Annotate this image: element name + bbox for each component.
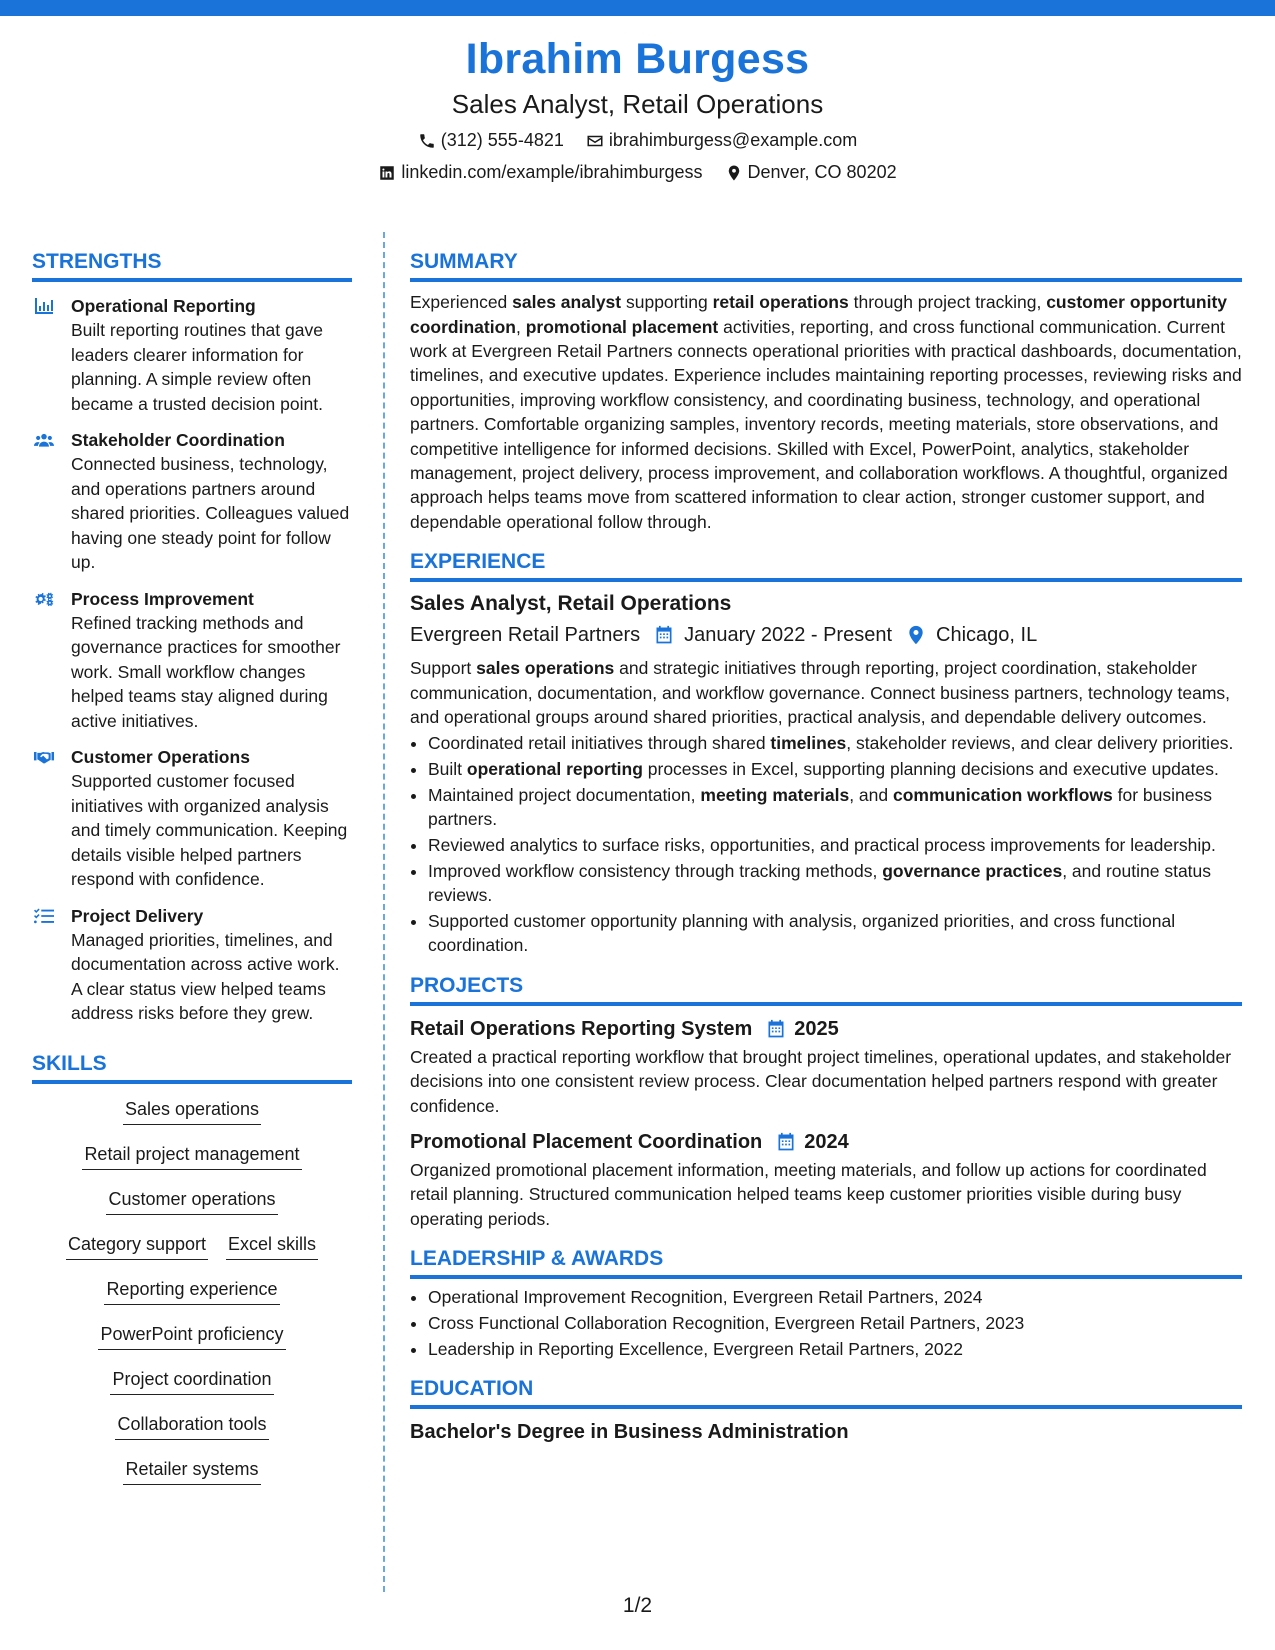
left-column xyxy=(32,250,352,1503)
job-bullets xyxy=(410,731,1242,957)
skill-tag: Collaboration tools xyxy=(115,1413,268,1440)
map-pin-icon xyxy=(906,625,926,645)
skill-row xyxy=(32,1233,352,1278)
contact-row-1 xyxy=(0,131,1275,151)
users-icon xyxy=(34,431,54,449)
strength-desc: Connected business, technology, and operations partners around shared priorities. Colleagues valued having one steady point for follow up. xyxy=(71,454,350,573)
project-year: 2024 xyxy=(804,1130,849,1153)
contact-email[interactable] xyxy=(586,131,857,151)
phone-icon xyxy=(418,132,436,150)
project-title: Retail Operations Reporting System xyxy=(410,1017,753,1040)
project-title: Promotional Placement Coordination xyxy=(410,1130,763,1153)
leadership-item: • Operational Improvement Recognition, Evergreen Retail Partners, 2024 xyxy=(428,1285,1242,1309)
leadership-list xyxy=(410,1285,1242,1361)
job-meta xyxy=(410,622,1242,648)
summary-text: Experienced sales analyst supporting retail operations through project tracking, customer opportunity coordination, promotional placement activities, reporting, and cross functional communication. Current work at Evergreen Retail Partners connects operational priorities with practical dashboards, documentation, timelines, and executive updates. Experience includes maintaining reporting processes, reviewing risks and opportunities, improving workflow consistency, and coordinating business, technology, and operational partners. Comfortable organizing samples, inventory records, meeting materials, store observations, and competitive intelligence for informed decisions. Skilled with Excel, PowerPoint, analytics, stakeholder management, project delivery, process improvement, and collaboration workflows. A thoughtful, organized approach helps teams move from scattered information to clear action, stronger customer support, and dependable operational follow through. xyxy=(410,292,1242,532)
skill-tag: Reporting experience xyxy=(104,1278,279,1305)
strength-desc: Managed priorities, timelines, and documentation across active work. A clear status view helped teams address risks before they grew. xyxy=(71,929,340,1024)
job-bullet: • Supported customer opportunity planning with analysis, organized priorities, and cross functional coordination. xyxy=(428,909,1242,958)
job-bullet: • Maintained project documentation, meeting materials, and communication workflows for business partners. xyxy=(428,783,1242,832)
leadership-item: • Cross Functional Collaboration Recognition, Evergreen Retail Partners, 2023 xyxy=(428,1311,1242,1335)
strength-item xyxy=(32,428,352,575)
skill-row xyxy=(32,1458,352,1503)
skill-row xyxy=(32,1323,352,1368)
page-number: 1/2 xyxy=(622,1594,653,1617)
strength-item xyxy=(32,587,352,734)
contact-phone[interactable] xyxy=(418,131,564,151)
skill-tag: Retailer systems xyxy=(123,1458,260,1485)
strength-title: Project Delivery xyxy=(71,905,204,926)
education-heading: EDUCATION xyxy=(410,1377,1242,1409)
job-role: Sales Analyst, Retail Operations xyxy=(410,592,732,616)
location-text: Denver, CO 80202 xyxy=(747,161,897,182)
contact-linkedin[interactable] xyxy=(378,163,702,183)
job-dates: January 2022 - Present xyxy=(684,624,893,647)
calendar-icon xyxy=(654,625,674,645)
job-bullet: • Reviewed analytics to surface risks, opportunities, and practical process improvements for leadership. xyxy=(428,833,1242,857)
strength-item xyxy=(32,745,352,892)
project-year: 2025 xyxy=(794,1017,839,1040)
resume-header xyxy=(0,35,1275,183)
strength-title: Operational Reporting xyxy=(71,296,256,317)
linkedin-text: linkedin.com/example/ibrahimburgess xyxy=(401,161,703,182)
leadership-heading: LEADERSHIP & AWARDS xyxy=(410,1247,1242,1279)
strength-desc: Supported customer focused initiatives with organized analysis and timely communication. Keeping details visible helped partners respond with confidence. xyxy=(71,771,348,890)
calendar-icon xyxy=(766,1019,786,1039)
linkedin-icon xyxy=(378,164,396,182)
summary-section xyxy=(410,250,1242,534)
envelope-icon xyxy=(586,132,604,150)
candidate-title: Sales Analyst, Retail Operations xyxy=(451,89,824,119)
leadership-section xyxy=(410,1247,1242,1361)
skills-list xyxy=(32,1098,352,1503)
skill-tag: Project coordination xyxy=(110,1368,273,1395)
skills-section xyxy=(32,1052,352,1503)
strength-item xyxy=(32,904,352,1026)
email-text: ibrahimburgess@example.com xyxy=(608,130,858,150)
skill-row xyxy=(32,1098,352,1143)
contact-row-2 xyxy=(0,163,1275,183)
skills-heading: SKILLS xyxy=(32,1052,352,1084)
bar-chart-icon xyxy=(34,297,54,315)
project-desc: Created a practical reporting workflow that brought project timelines, operational updates, and stakeholder decisions into one consistent review process. Clear documentation helped partners respond with greater confidence. xyxy=(410,1046,1232,1116)
leadership-item: • Leadership in Reporting Excellence, Evergreen Retail Partners, 2022 xyxy=(428,1337,1242,1361)
strength-title: Stakeholder Coordination xyxy=(71,430,285,451)
calendar-icon xyxy=(776,1132,796,1152)
job-bullet: • Coordinated retail initiatives through shared timelines, stakeholder reviews, and clear delivery priorities. xyxy=(428,731,1242,755)
strength-desc: Refined tracking methods and governance practices for smoother work. Small workflow changes helped teams stay aligned during active initiatives. xyxy=(71,612,341,731)
job-bullet: • Built operational reporting processes in Excel, supporting planning decisions and executive updates. xyxy=(428,757,1242,781)
strength-desc: Built reporting routines that gave leaders clearer information for planning. A simple review often became a trusted decision point. xyxy=(71,320,323,414)
skill-row xyxy=(32,1368,352,1413)
experience-heading: EXPERIENCE xyxy=(410,550,1242,582)
education-degree: Bachelor's Degree in Business Administration xyxy=(410,1421,849,1444)
gears-icon xyxy=(34,590,54,608)
experience-section xyxy=(410,550,1242,957)
summary-heading: SUMMARY xyxy=(410,250,1242,282)
strength-title: Customer Operations xyxy=(71,747,250,768)
job-bullet: • Improved workflow consistency through tracking methods, governance practices, and routine status reviews. xyxy=(428,859,1242,908)
skill-row xyxy=(32,1413,352,1458)
list-check-icon xyxy=(34,907,54,925)
candidate-name: Ibrahim Burgess xyxy=(465,35,810,83)
skill-row xyxy=(32,1143,352,1188)
job-location: Chicago, IL xyxy=(936,624,1038,647)
skill-row xyxy=(32,1188,352,1233)
right-column xyxy=(410,250,1242,1446)
projects-heading: PROJECTS xyxy=(410,974,1242,1006)
top-accent-bar xyxy=(0,0,1275,16)
skill-tag: PowerPoint proficiency xyxy=(98,1323,285,1350)
strength-item xyxy=(32,294,352,416)
column-divider xyxy=(383,232,385,1592)
map-pin-icon xyxy=(725,164,743,182)
project-item xyxy=(410,1128,1242,1231)
education-section xyxy=(410,1377,1242,1446)
skill-tag: Sales operations xyxy=(123,1098,261,1125)
handshake-icon xyxy=(34,748,54,766)
skill-row xyxy=(32,1278,352,1323)
project-item xyxy=(410,1015,1242,1118)
job-description: Support sales operations and strategic initiatives through reporting, project coordination, stakeholder communication, documentation, and workflow governance. Connect business partners, technology teams, and operational groups around shared priorities, practical analysis, and dependable delivery outcomes. xyxy=(410,658,1231,728)
strength-title: Process Improvement xyxy=(71,588,254,609)
skill-tag: Customer operations xyxy=(106,1188,277,1215)
projects-section xyxy=(410,974,1242,1232)
contact-location xyxy=(725,163,897,183)
phone-text: (312) 555-4821 xyxy=(440,130,564,150)
skill-tag: Excel skills xyxy=(226,1233,318,1260)
skill-tag: Category support xyxy=(66,1233,208,1260)
job-company: Evergreen Retail Partners xyxy=(410,624,641,647)
project-desc: Organized promotional placement information, meeting materials, and follow up actions for coordinated retail planning. Structured communication helped teams keep customer priorities visible during busy operating periods. xyxy=(410,1159,1207,1229)
skill-tag: Retail project management xyxy=(82,1143,301,1170)
strengths-heading: STRENGTHS xyxy=(32,250,352,282)
